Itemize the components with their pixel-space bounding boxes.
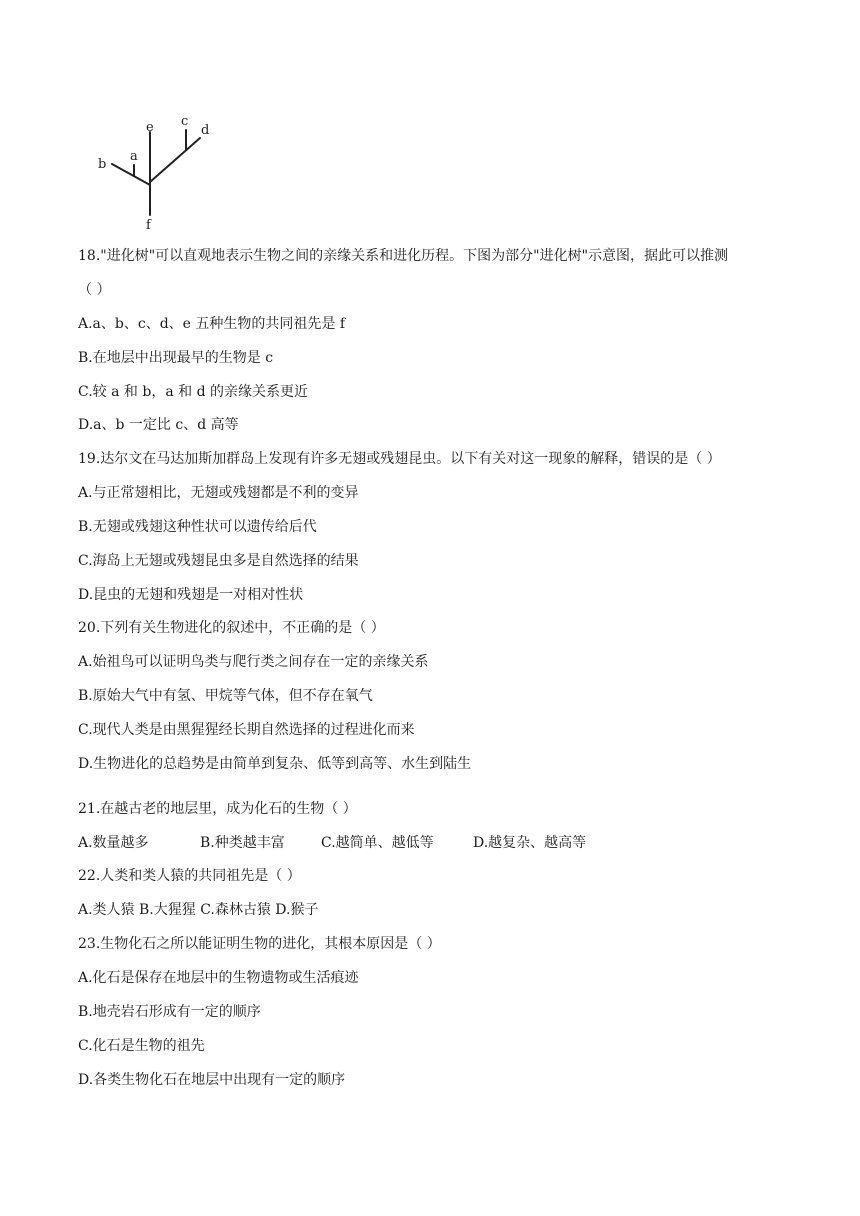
tree-branch-ab xyxy=(112,164,150,185)
q21-option-b: B.种类越丰富 xyxy=(200,835,285,851)
q23-stem: 23.生物化石之所以能证明生物的进化，其根本原因是（ ） xyxy=(78,936,441,952)
tree-label-c: c xyxy=(181,114,189,129)
q23-option-b: B.地壳岩石形成有一定的顺序 xyxy=(78,1004,261,1020)
q19-option-d: D.昆虫的无翅和残翅是一对相对性状 xyxy=(78,587,304,603)
q22-options: A.类人猿 B.大猩猩 C.森林古猿 D.猴子 xyxy=(78,902,319,918)
q20-option-a: A.始祖鸟可以证明鸟类与爬行类之间存在一定的亲缘关系 xyxy=(78,654,429,670)
q23-option-c: C.化石是生物的祖先 xyxy=(78,1038,205,1054)
q18-stem-line2: （ ） xyxy=(78,282,111,298)
tree-label-e: e xyxy=(146,120,154,135)
q21-option-a: A.数量越多 xyxy=(78,835,149,851)
q20-stem: 20.下列有关生物进化的叙述中，不正确的是（ ） xyxy=(78,620,385,636)
q18-option-c: C.较 a 和 b，a 和 d 的亲缘关系更近 xyxy=(78,384,308,400)
tree-label-f: f xyxy=(146,218,151,233)
q21-option-d: D.越复杂、越高等 xyxy=(473,835,587,851)
q18-option-d: D.a、b 一定比 c、d 高等 xyxy=(78,417,239,433)
q20-option-b: B.原始大气中有氢、甲烷等气体，但不存在氧气 xyxy=(78,688,373,704)
q19-option-b: B.无翅或残翅这种性状可以遗传给后代 xyxy=(78,519,317,535)
q23-option-d: D.各类生物化石在地层中出现有一定的顺序 xyxy=(78,1072,346,1088)
evolution-tree-diagram xyxy=(90,110,230,235)
q23-option-a: A.化石是保存在地层中的生物遗物或生活痕迹 xyxy=(78,970,359,986)
q21-options xyxy=(78,833,586,853)
q18-stem-line1: 18."进化树"可以直观地表示生物之间的亲缘关系和进化历程。下图为部分"进化树"示意图，据此可以推测 xyxy=(78,248,729,264)
q18-option-a: A.a、b、c、d、e 五种生物的共同祖先是 f xyxy=(78,316,346,332)
q20-option-c: C.现代人类是由黑猩猩经长期自然选择的过程进化而来 xyxy=(78,722,415,738)
q22-stem: 22.人类和类人猿的共同祖先是（ ） xyxy=(78,868,301,884)
tree-label-a: a xyxy=(130,149,138,164)
q19-stem: 19.达尔文在马达加斯加群岛上发现有许多无翅或残翅昆虫。以下有关对这一现象的解释，错误的是（ ） xyxy=(78,451,721,467)
q21-option-c: C.越简单、越低等 xyxy=(321,835,434,851)
tree-label-d: d xyxy=(201,123,210,138)
tree-label-b: b xyxy=(98,157,107,172)
q20-option-d: D.生物进化的总趋势是由简单到复杂、低等到高等、水生到陆生 xyxy=(78,756,472,772)
tree-branch-cd xyxy=(150,138,200,182)
q19-option-c: C.海岛上无翅或残翅昆虫多是自然选择的结果 xyxy=(78,553,359,569)
q19-option-a: A.与正常翅相比，无翅或残翅都是不利的变异 xyxy=(78,485,359,501)
q21-stem: 21.在越古老的地层里，成为化石的生物（ ） xyxy=(78,801,357,817)
q18-option-b: B.在地层中出现最早的生物是 c xyxy=(78,350,274,366)
